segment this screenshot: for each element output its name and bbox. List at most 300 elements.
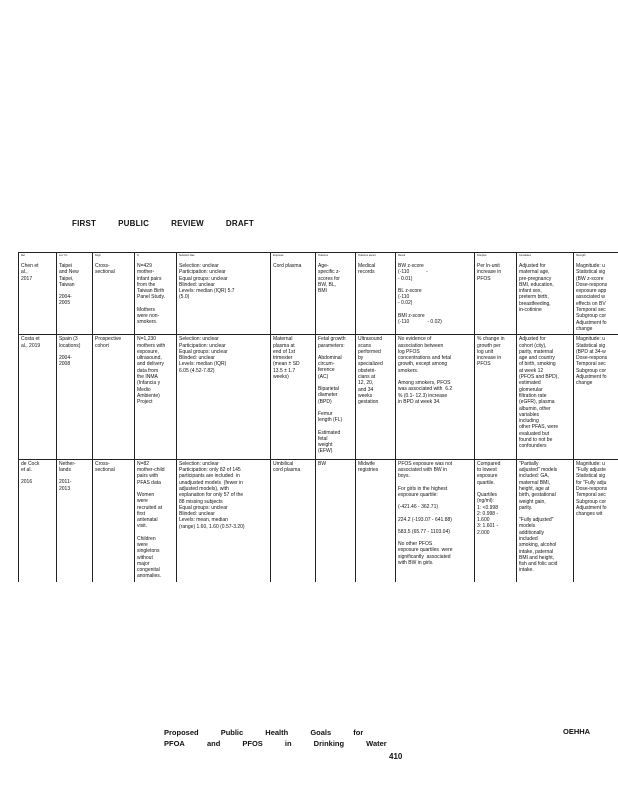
cell-line: intake. [519, 567, 534, 574]
cell-line: Temporal sec [576, 307, 606, 314]
cell-line: end of 1st [273, 348, 295, 355]
cell-line: "Partially [519, 460, 539, 467]
column-header: Selection bias [177, 253, 271, 263]
cell-line: (-110 - 0.02) [398, 319, 442, 326]
table-cell [19, 335, 57, 459]
footer-word: Water [366, 739, 387, 748]
cell-line: Ambiente) [137, 392, 160, 399]
cell-line: For girls in the highest [398, 485, 448, 492]
column-header: Outcome [316, 253, 356, 263]
cell-line: PFOS [477, 275, 491, 282]
cell-line: Adjusted for [519, 336, 546, 343]
cell-line: Dose-respons [576, 281, 608, 288]
cell-line: parameters: [318, 342, 345, 349]
table-cell [135, 459, 177, 582]
cell-line: Adjusted for [519, 263, 546, 269]
cell-line: Levels: median (IQR) 5.7 [179, 288, 235, 295]
cell-line: confounders [519, 443, 547, 450]
cell-line: 88 missing subjects [179, 498, 223, 505]
cell-line: infant sex, [519, 288, 542, 295]
cell-line: age and country [519, 355, 555, 362]
cell-line: (-110 [398, 294, 410, 301]
cell-line: exposure app [576, 288, 607, 295]
cell-line: Levels: mean, median [179, 517, 228, 524]
cell-line: log unit [477, 348, 494, 355]
cell-line: was associated with 6.2 [398, 386, 453, 393]
cell-line: mother-child [137, 467, 165, 474]
table-cell [93, 262, 135, 335]
cell-line: 2004- [59, 294, 72, 301]
cell-line: et al. [21, 467, 32, 474]
cell-line: Medical [358, 263, 376, 269]
cell-line: Among smokers, PFOS [398, 380, 451, 387]
cell-line: birth, gestational [519, 492, 556, 499]
cell-line: Mothers [137, 306, 156, 313]
cell-line: (mean ± SD [273, 361, 300, 368]
cell-line: boys. [398, 473, 410, 480]
cell-line: Equal groups: unclear [179, 275, 228, 282]
cell-line: filtration rate [519, 392, 547, 399]
cell-line: adjusted" models [519, 467, 558, 474]
cell-line: al., 2019 [21, 342, 41, 349]
column-header: Dsgn [93, 253, 135, 263]
cell-line: 2013 [59, 485, 71, 492]
cell-line: BW [318, 460, 327, 467]
table-cell [356, 335, 396, 459]
cell-line: Spain (3 [59, 336, 78, 343]
footer-word: Drinking [313, 739, 345, 748]
table-cell [396, 335, 475, 459]
table-cell [574, 262, 618, 335]
table-row [19, 335, 618, 459]
cell-line: Selection: unclear [179, 336, 219, 343]
cell-line: participants are included in [179, 473, 240, 480]
table-cell [316, 335, 356, 459]
cell-line: 12, 20, [358, 380, 374, 387]
cell-line: fish and folic acid [519, 561, 558, 568]
cell-line: (-110 - [398, 269, 428, 276]
table-cell [475, 459, 517, 582]
cell-line: variables [519, 411, 540, 418]
table-header-row [19, 253, 618, 263]
cell-line: were [137, 541, 148, 548]
cell-line: circum- [318, 361, 335, 368]
cell-line: pairs with [137, 473, 159, 480]
cell-line: adjusted models), with [179, 485, 229, 492]
cell-line: Statistical sig [576, 269, 606, 276]
table-cell [316, 262, 356, 335]
table-cell [135, 262, 177, 335]
table-cell [177, 262, 271, 335]
cell-line: 583.5 (65.77 - 1103.04) [398, 528, 450, 535]
cell-line: evaluated but [519, 430, 550, 437]
column-header: Ref [19, 253, 57, 263]
cell-line: Selection: unclear [179, 460, 219, 467]
cell-line: 2017 [21, 275, 33, 282]
footer-org: OEHHA [563, 727, 591, 736]
cell-line: Subgroup cor [576, 498, 607, 505]
cell-line: (5.0) [179, 294, 190, 301]
cell-line: 2011- [59, 479, 72, 486]
cell-line: records [358, 269, 375, 276]
column-header: Outcome ascert. [356, 253, 396, 263]
cell-line: Taiwan Birth [137, 288, 165, 295]
cell-line: N=1,230 [137, 336, 157, 343]
cell-line: Maternal [273, 336, 293, 343]
cell-line: exposure quartiles were [398, 547, 453, 554]
cell-line: (eGFR), plasma [519, 399, 555, 406]
cell-line: 13.5 ± 1.7 [273, 367, 296, 374]
cell-line: included: GA, [519, 473, 550, 480]
cell-line: height, age at [519, 485, 550, 492]
cell-line: were non- [137, 313, 160, 320]
cell-line: the INMA [137, 374, 158, 381]
cell-line: Taipei [59, 263, 73, 269]
cell-line: (-421.46 - 362.71) [398, 504, 439, 511]
cell-line: Participation: unclear [179, 342, 226, 349]
cell-line: Age- [318, 263, 329, 269]
cell-line: (ng/ml): [477, 498, 494, 505]
cell-line: fetal [318, 435, 328, 442]
cell-line: exposure, [137, 348, 159, 355]
cell-line: Nether- [59, 460, 76, 467]
cell-line: diameter [318, 392, 338, 399]
cell-line: (AC) [318, 373, 329, 380]
cell-line: cians at [358, 374, 376, 381]
cell-line: with BW in girls. [398, 559, 434, 566]
cell-line: Blinded: unclear [179, 355, 215, 362]
column-header: Result [396, 253, 475, 263]
cell-line: length (FL) [318, 417, 343, 424]
cell-line: locations) [59, 342, 81, 349]
cell-line: change [576, 380, 593, 387]
footer-word: PFOS [242, 739, 263, 748]
column-header: Exposure [271, 253, 316, 263]
cell-line: association between [398, 342, 444, 349]
table-row [19, 459, 618, 582]
cell-line: Umbilical [273, 460, 294, 467]
cell-line: found to not be [519, 437, 553, 444]
cell-line: Levels: median (IQR) [179, 361, 227, 368]
cell-line: Compared [477, 460, 501, 467]
cell-line: N=82 [137, 460, 150, 467]
table-cell [475, 262, 517, 335]
cell-line: BMI and height, [519, 554, 555, 561]
cell-line: changes wit [576, 511, 603, 518]
table-cell [57, 459, 93, 582]
cell-line: parity. [519, 504, 533, 511]
cell-line: (BW z-score [576, 275, 604, 282]
cell-line: unadjusted models (fewer in [179, 479, 243, 486]
table-cell [271, 262, 316, 335]
table-cell [93, 335, 135, 459]
cell-line: quartile. [477, 479, 495, 486]
cell-line: of birth, smoking [519, 361, 556, 368]
cell-line: Selection: unclear [179, 263, 219, 269]
cell-line: and 34 [358, 386, 374, 393]
cell-line: (Infancia y [137, 380, 161, 387]
cell-line: maternal age, [519, 269, 550, 276]
table-cell [356, 262, 396, 335]
footer-word: and [206, 739, 221, 748]
cell-line: glomerular [519, 386, 543, 393]
cell-line: Midwife [358, 460, 375, 467]
draft-banner [72, 219, 254, 228]
cell-line: breastfeeding, [519, 300, 551, 307]
cell-line: major [137, 560, 150, 567]
cell-line: weeks) [273, 374, 289, 381]
footer-word: PFOA [164, 739, 185, 748]
cell-line: associated with BW in [398, 467, 447, 474]
footer-title [164, 727, 407, 749]
cell-line: infant pairs [137, 275, 162, 282]
cell-line: weight gain, [519, 498, 546, 505]
cell-line: significantly associated [398, 553, 451, 560]
cell-line: mother- [137, 269, 155, 276]
cell-line: antenatal [137, 517, 158, 524]
cell-line: al., [21, 269, 28, 276]
cell-line: preterm birth, [519, 294, 549, 301]
footer-word: Health [265, 728, 289, 737]
cell-line: Magnitude: u [576, 336, 605, 343]
cell-line: included [519, 535, 538, 542]
cell-line: ultrasound, [137, 355, 162, 362]
draft-word-4: DRAFT [225, 219, 254, 228]
cell-line: parity, maternal [519, 348, 554, 355]
cell-line: specific z- [318, 269, 341, 276]
cell-line: and New [59, 269, 79, 276]
cell-line: cohort (city), [519, 342, 547, 349]
cell-line: trimester [273, 355, 293, 362]
cell-line: Ultrasound [358, 336, 383, 343]
cell-line: Cross- [95, 263, 110, 269]
table-cell [19, 459, 57, 582]
cell-line: Equal groups: unclear [179, 504, 228, 511]
table-cell [517, 459, 574, 582]
cell-line: other PFAS, were [519, 424, 559, 431]
cell-line: (BPD at 34-w [576, 348, 606, 355]
cell-line: sectional [95, 269, 115, 276]
cell-line: - 0.01) [398, 275, 413, 282]
cell-line: Magnitude: u [576, 460, 605, 467]
cell-line: 224.2 (-193.07 - 641.88) [398, 516, 452, 523]
cell-line: 1.600 [477, 517, 490, 524]
cell-line: cohort [95, 342, 109, 349]
cell-line: (BPD) [318, 398, 332, 405]
cell-line: - 0.02) [398, 300, 413, 307]
cell-line: models [519, 523, 536, 530]
cell-line: maternal BMI, [519, 479, 551, 486]
cell-line: Adjustment fo [576, 319, 607, 326]
cell-line: N=429 [137, 263, 152, 269]
draft-word-1: FIRST [72, 219, 97, 228]
draft-word-2: PUBLIC [118, 219, 150, 228]
cell-line: Costa et [21, 336, 40, 343]
cell-line: exposure quartile: [398, 491, 438, 498]
cell-line: anomalies. [137, 573, 162, 580]
cell-line: BMI, education, [519, 281, 554, 288]
cell-line: Biparietal [318, 386, 339, 393]
evidence-table [18, 252, 618, 582]
cell-line: exposure [477, 473, 498, 480]
cell-line: in BPD at week 34. [398, 398, 441, 405]
cell-line: Cross- [95, 460, 110, 467]
cell-line: change [576, 325, 593, 332]
table-body [19, 262, 618, 582]
cell-line: sectional [95, 467, 115, 474]
cell-line: smoking, alcohol [519, 542, 557, 549]
cell-line: PFOS [477, 361, 491, 368]
cell-line: 3: 1.601 - [477, 523, 499, 530]
column-header: Covariates [517, 253, 574, 263]
table-cell [57, 335, 93, 459]
cell-line: Temporal sec [576, 492, 606, 499]
cell-line: PFOS exposure was not [398, 460, 453, 467]
cell-line: smokers. [137, 319, 158, 326]
cell-line: BL z-score [398, 287, 422, 294]
cell-line: associated w [576, 294, 605, 301]
cell-line: Cord plasma [273, 263, 302, 269]
cell-line: BMI [318, 288, 327, 295]
footer-word: Proposed [164, 728, 199, 737]
cell-line: 2.000 [477, 529, 490, 536]
cell-line: Per ln-unit [477, 263, 500, 269]
cell-line: and delivery [137, 361, 164, 368]
cell-line: Temporal sec [576, 361, 606, 368]
cell-line: Femur [318, 410, 333, 417]
cell-line: Dose-respons [576, 485, 608, 492]
cell-line: 2005 [59, 300, 71, 307]
cell-line: at week 12 [519, 367, 544, 374]
table-cell [271, 335, 316, 459]
cell-line: Blinded: unclear [179, 511, 215, 518]
cell-line: 2004- [59, 354, 72, 361]
cell-line: Estimated [318, 429, 341, 436]
cell-line: Prospective [95, 336, 122, 343]
cell-line: 6.05 (4.52-7.82) [179, 367, 215, 374]
cell-line: explanation for only 57 of the [179, 492, 244, 499]
cell-line: Adjustment fo [576, 504, 607, 511]
column-header: Interpret. [475, 253, 517, 263]
cell-line: 2: 0.998 - [477, 510, 499, 517]
cell-line: from the [137, 281, 156, 288]
cell-line: % change in [477, 336, 505, 343]
cell-line: additionally [519, 529, 545, 536]
cell-line: 2008 [59, 361, 71, 368]
cell-line: weight [318, 442, 333, 449]
cell-line: gestation [358, 399, 379, 406]
cell-line: singletons [137, 548, 160, 555]
cell-line: (range) 1.60, 1.60 (0.57-3.20) [179, 523, 245, 530]
cell-line: obstetri- [358, 367, 377, 374]
cell-line: Taipei, [59, 275, 74, 282]
cell-line: (PFOS and BPD), [519, 374, 559, 381]
table-cell [574, 335, 618, 459]
table-cell [475, 335, 517, 459]
column-header: Loc Yrs [57, 253, 93, 263]
cell-line: Panel Study. [137, 294, 165, 301]
cell-line: Participation: only 82 of 145 [179, 467, 241, 474]
cell-line: without [137, 554, 153, 561]
table-cell [396, 262, 475, 335]
cell-line: Adjustment fo [576, 374, 607, 381]
cell-line: smokers. [398, 367, 419, 374]
table-cell [316, 459, 356, 582]
cell-line: Women [137, 491, 155, 498]
cell-line: % (0.1- 12.3) increase [398, 392, 448, 399]
cell-line: performed [358, 348, 381, 355]
cell-line: (EFW) [318, 448, 333, 455]
cell-line: concentrations and fetal [398, 355, 452, 362]
column-header: N [135, 253, 177, 263]
cell-line: Quartiles [477, 491, 498, 498]
cell-line: data from [137, 367, 159, 374]
cell-line: specialized [358, 361, 383, 368]
table-cell [517, 262, 574, 335]
cell-line: registries [358, 467, 379, 474]
cell-line: No other PFOS [398, 541, 433, 548]
cell-line: for "Fully adju [576, 479, 607, 486]
cell-line: recruited at [137, 504, 163, 511]
cell-line: ference [318, 367, 335, 374]
cell-line: Magnitude: u [576, 263, 605, 269]
footer-word: Public [220, 728, 244, 737]
cell-line: Statistical sig [576, 473, 606, 480]
draft-word-3: REVIEW [171, 219, 204, 228]
table-cell [177, 335, 271, 459]
table-cell [19, 262, 57, 335]
cell-line: effects on BV [576, 300, 606, 307]
cell-line: were [137, 498, 148, 505]
cell-line: intake, paternal [519, 548, 554, 555]
cell-line: "Fully adjuste [576, 467, 606, 474]
cell-line: albumin, other [519, 405, 551, 412]
table-cell [177, 459, 271, 582]
cell-line: including [519, 418, 539, 425]
cell-line: Fetal growth [318, 336, 346, 343]
table-cell [135, 335, 177, 459]
cell-line: BW, BL, [318, 281, 337, 288]
cell-line: scores for [318, 275, 340, 282]
cell-line: by [358, 355, 364, 362]
table-cell [396, 459, 475, 582]
cell-line: scans [358, 342, 372, 349]
table-cell [93, 459, 135, 582]
cell-line: congenital [137, 567, 160, 574]
cell-line: Abdominal [318, 354, 342, 361]
table-row [19, 262, 618, 335]
cell-line: in-cotinine [519, 307, 542, 314]
cell-line: No evidence of [398, 336, 432, 343]
footer-word: in [284, 739, 292, 748]
cell-line: mothers with [137, 342, 166, 349]
column-header: Strength [574, 253, 618, 263]
cell-line: Dose-respons [576, 355, 608, 362]
cell-line: Children [137, 535, 156, 542]
cell-line: PFAS data [137, 479, 161, 486]
cell-line: Blinded: unclear [179, 281, 215, 288]
cell-line: Project [137, 399, 153, 406]
cell-line: Medio [137, 386, 151, 393]
table-cell [356, 459, 396, 582]
cell-line: increase in [477, 269, 502, 276]
table-cell [574, 459, 618, 582]
cell-line: increase in [477, 355, 502, 362]
table-cell [57, 262, 93, 335]
cell-line: plasma at [273, 342, 295, 349]
cell-line: log PFOS [398, 348, 420, 355]
footer-word: for [353, 728, 364, 737]
